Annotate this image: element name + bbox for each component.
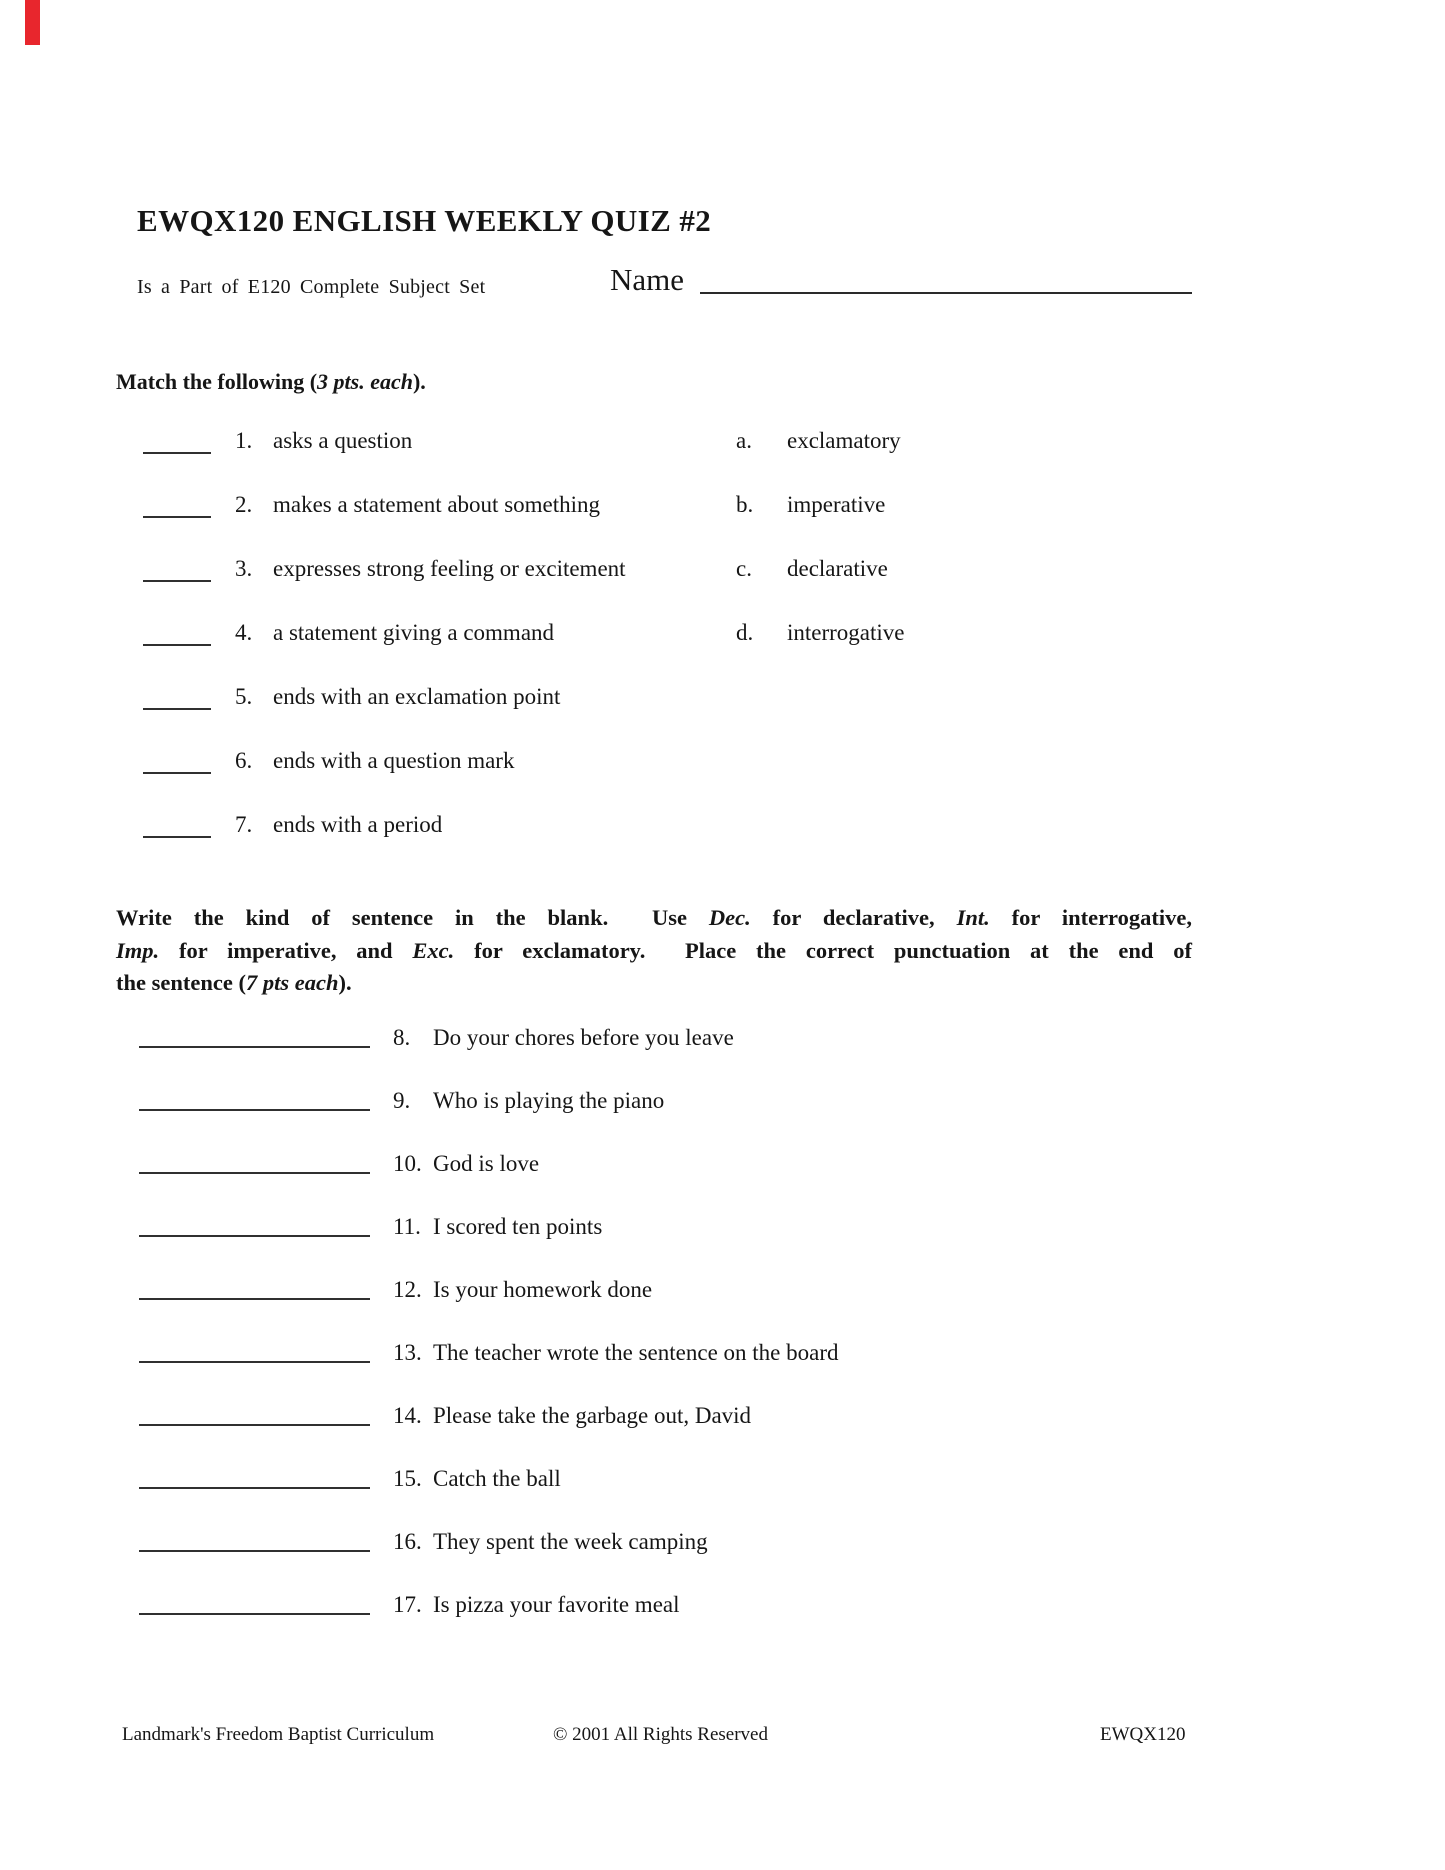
footer-copyright: © 2001 All Rights Reserved [553,1724,768,1745]
sentence-number: 17. [393,1592,422,1617]
match-item-row [0,812,1445,842]
sentence-number: 15. [393,1466,422,1491]
sentence-row [0,1214,1445,1248]
instructions-text: for declarative, [750,905,957,930]
answer-blank-14 [139,1403,370,1426]
sentence-number: 16. [393,1529,422,1554]
match-item-row [0,556,1445,586]
sentence-text: Catch the ball [433,1466,561,1491]
match-answer-blank-2 [143,494,211,518]
sentence-row [0,1592,1445,1626]
sentence-text: They spent the week camping [433,1529,708,1554]
answer-blank-17 [139,1592,370,1615]
match-item-number: 7. [235,812,253,837]
choice-text: declarative [787,556,888,581]
match-item-number: 4. [235,620,253,645]
instructions-text: for interrogative, [989,905,1192,930]
name-label: Name [610,262,685,297]
sentence-text: The teacher wrote the sentence on the board [433,1340,839,1365]
choice-text: interrogative [787,620,905,645]
instructions-line-1 [116,902,1192,935]
match-item-text: ends with a period [273,812,443,837]
sentence-row [0,1466,1445,1500]
points-note: 7 pts each [245,970,339,995]
sentence-row [0,1088,1445,1122]
match-item-number: 5. [235,684,253,709]
instructions-line-2 [116,935,1192,968]
sentence-number: 13. [393,1340,422,1365]
match-item-text: ends with an exclamation point [273,684,561,709]
sentence-row [0,1151,1445,1185]
match-answer-blank-7 [143,814,211,838]
answer-blank-15 [139,1466,370,1489]
match-item-row [0,748,1445,778]
match-item-number: 1. [235,428,253,453]
match-item-number: 3. [235,556,253,581]
instructions-text: the sentence ( [116,970,246,995]
match-item-text: a statement giving a command [273,620,555,645]
match-answer-blank-4 [143,622,211,646]
abbrev-imp: Imp. [116,937,160,963]
page-title: EWQX120 ENGLISH WEEKLY QUIZ #2 [137,203,712,238]
sentence-text: Please take the garbage out, David [433,1403,752,1428]
matching-heading-prefix: Match the following ( [116,369,318,394]
instructions-text: for imperative, and [159,937,413,963]
match-item-text: ends with a question mark [273,748,515,773]
match-answer-blank-3 [143,558,211,582]
answer-blank-12 [139,1277,370,1300]
answer-blank-11 [139,1214,370,1237]
writing-section-instructions [116,902,1192,1000]
sentence-row [0,1403,1445,1437]
instructions-line-3 [116,967,1192,1000]
abbrev-int: Int. [956,905,990,930]
red-scan-mark [25,0,40,45]
matching-heading-points: 3 pts. each [317,369,413,394]
sentence-number: 12. [393,1277,422,1302]
sentence-text: Is your homework done [433,1277,653,1302]
answer-blank-9 [139,1088,370,1111]
sentence-text: Who is playing the piano [433,1088,665,1113]
match-item-row [0,620,1445,650]
choice-text: imperative [787,492,886,517]
match-item-row [0,428,1445,458]
answer-blank-10 [139,1151,370,1174]
match-item-text: asks a question [273,428,413,453]
match-answer-blank-6 [143,750,211,774]
match-item-row [0,684,1445,714]
sentence-row [0,1025,1445,1059]
instructions-text: Write the kind of sentence in the blank. Use [116,905,709,930]
footer-publisher: Landmark's Freedom Baptist Curriculum [122,1724,435,1745]
sentence-text: Is pizza your favorite meal [433,1592,680,1617]
sentence-text: God is love [433,1151,540,1176]
choice-letter: b. [736,492,754,517]
sentence-text: Do your chores before you leave [433,1025,734,1050]
choice-text: exclamatory [787,428,901,453]
sentence-number: 10. [393,1151,422,1176]
choice-letter: a. [736,428,752,453]
sentence-row [0,1340,1445,1374]
matching-section-heading [116,369,426,395]
matching-heading-suffix: ). [412,369,426,394]
match-answer-blank-5 [143,686,211,710]
sentence-number: 9. [393,1088,411,1113]
match-item-row [0,492,1445,522]
sentence-row [0,1529,1445,1563]
answer-blank-13 [139,1340,370,1363]
sentence-text: I scored ten points [433,1214,603,1239]
footer-code: EWQX120 [1100,1724,1186,1745]
match-item-number: 6. [235,748,253,773]
sentence-number: 11. [393,1214,421,1239]
sentence-row [0,1277,1445,1311]
match-answer-blank-1 [143,430,211,454]
sentence-number: 8. [393,1025,411,1050]
answer-blank-8 [139,1025,370,1048]
choice-letter: c. [736,556,752,581]
choice-letter: d. [736,620,754,645]
sentence-number: 14. [393,1403,422,1428]
match-item-text: expresses strong feeling or excitement [273,556,626,581]
match-item-text: makes a statement about something [273,492,601,517]
name-blank-line [700,292,1192,294]
match-item-number: 2. [235,492,253,517]
instructions-text: for exclamatory. Place the correct punctuation at the end of [454,937,1193,963]
instructions-text: ). [338,970,352,995]
abbrev-dec: Dec. [708,905,751,930]
answer-blank-16 [139,1529,370,1552]
page-subtitle: Is a Part of E120 Complete Subject Set [137,276,486,298]
abbrev-exc: Exc. [412,937,455,963]
